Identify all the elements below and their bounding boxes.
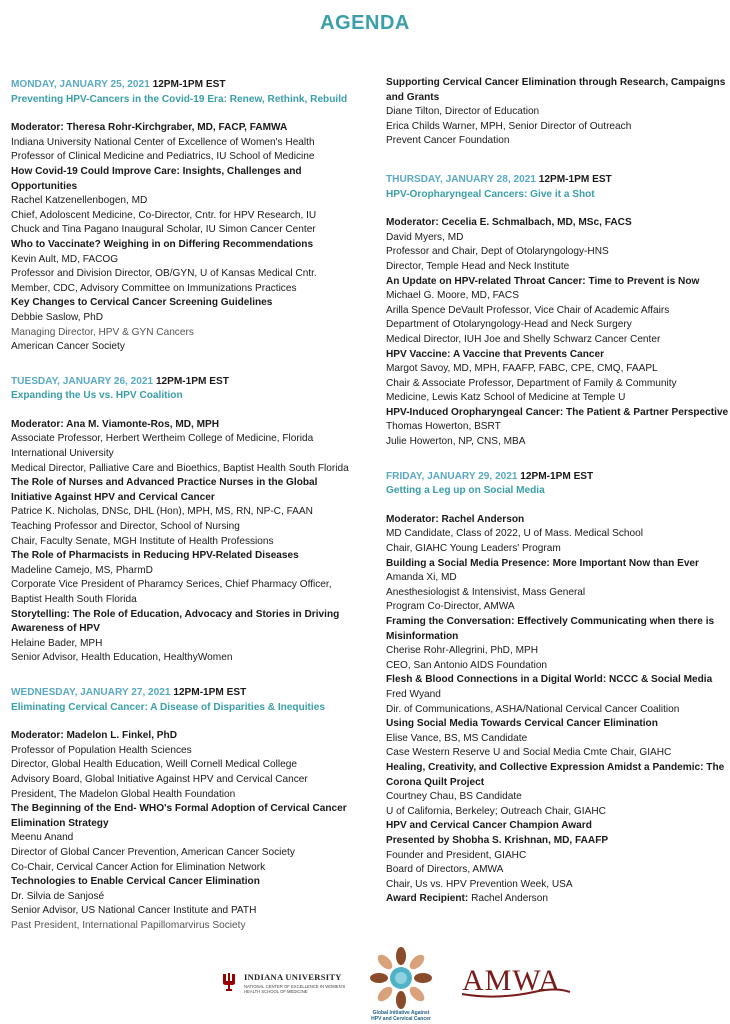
amwa-text: AMWA [462,964,561,997]
day-date: THURSDAY, JANUARY 28, 2021 [386,173,536,185]
amwa-logo [456,962,576,1002]
speaker-line: Chair, Us vs. HPV Prevention Week, USA [386,878,573,890]
day-time: 12PM-1PM EST [173,686,247,698]
speaker-line: Chief, Adoloscent Medicine, Co-Director, Cntr. for HPV Research, IU [11,209,317,221]
session-heading: Flesh & Blood Connections in a Digital World: NCCC & Social Media [386,674,713,686]
speaker-line: Senior Advisor, Health Education, HealthyWomen [11,652,233,664]
session-heading: HPV-Induced Oropharyngeal Cancer: The Patient & Partner Perspective [386,406,729,418]
speaker-line: Dir. of Communications, ASHA/National Cervical Cancer Coalition [386,703,680,715]
speaker-line: Indiana University National Center of Excellence of Women's Health [11,136,315,148]
speaker-line: Rachel Katzenellenbogen, MD [11,195,148,207]
session-heading: Who to Vaccinate? Weighing in on Differing Recommendations [11,238,314,250]
session-heading: Technologies to Enable Cervical Cancer Elimination [11,876,260,888]
speaker-line: Case Western Reserve U and Social Media Cmte Chair, GIAHC [386,747,672,759]
speaker-line: Courtney Chau, BS Candidate [386,791,522,803]
trident-icon [222,972,236,992]
session-heading: Moderator: Theresa Rohr-Kirchgraber, MD, FACP, FAMWA [11,122,288,134]
day-time: 12PM-1PM EST [538,173,612,185]
speaker-line: Patrice K. Nicholas, DNSc, DHL (Hon), MPH, MS, RN, NP-C, FAAN [11,506,313,518]
indiana-university-logo [222,970,352,1010]
speaker-line: Arilla Spence DeVault Professor, Vice Chair of Academic Affairs [386,304,670,316]
session-heading: Presented by Shobha S. Krishnan, MD, FAAFP [386,834,609,846]
speaker-line: Senior Advisor, US National Cancer Institute and PATH [11,905,257,917]
agenda-day [386,173,730,450]
session-heading: How Covid-19 Could Improve Care: Insights, Challenges and Opportunities [11,165,302,192]
speaker-line: Member, CDC, Advisory Committee on Immunizations Practices [11,282,297,294]
session-heading: Moderator: Cecelia E. Schmalbach, MD, MSc, FACS [386,217,632,229]
session-heading: Using Social Media Towards Cervical Cancer Elimination [386,718,658,730]
day-date: MONDAY, JANUARY 25, 2021 [11,79,150,90]
continued-session [386,76,730,149]
session-heading: Moderator: Rachel Anderson [386,513,525,525]
agenda-day [386,470,730,907]
giahc-text: Global Initiative Against HPV and Cervical Cancer [368,1010,434,1024]
speaker-line: Madeline Camejo, MS, PharmD [11,564,153,576]
speaker-line: Erica Childs Warner, MPH, Senior Director of Outreach [386,120,632,132]
speaker-line: Anesthesiologist & Intensivist, Mass General [386,586,586,598]
speaker-line: Past President, International Papillomarvirus Society [11,919,246,931]
day-title: Preventing HPV-Cancers in the Covid-19 Era: Renew, Rethink, Rebuild [11,93,348,105]
giahc-logo [368,946,434,1024]
speaker-line: Program Co-Director, AMWA [386,601,515,613]
left-column [11,78,361,953]
speaker-line: Diane Tilton, Director of Education [386,106,540,118]
speaker-line: Managing Director, HPV & GYN Cancers [11,326,194,338]
speaker-line: Professor and Division Director, OB/GYN, U of Kansas Medical Cntr. [11,268,317,280]
speaker-line: MD Candidate, Class of 2022, U of Mass. Medical School [386,528,643,540]
speaker-line: U of California, Berkeley; Outreach Chair, GIAHC [386,805,606,817]
speaker-line: American Cancer Society [11,341,125,353]
session-heading: Building a Social Media Presence: More Important Now than Ever [386,557,699,569]
day-time: 12PM-1PM EST [520,470,594,482]
award-label: Award Recipient: [386,893,469,905]
day-header [386,470,730,485]
speaker-line: Amanda Xi, MD [386,572,457,584]
speaker-line: Julie Howerton, NP, CNS, MBA [386,436,526,448]
session-heading: An Update on HPV-related Throat Cancer: Time to Prevent is Now [386,275,700,287]
day-title: HPV-Oropharyngeal Cancers: Give it a Shot [386,188,595,200]
speaker-line: Associate Professor, Herbert Wertheim College of Medicine, Florida International University [11,433,314,460]
speaker-line: Chair, GIAHC Young Leaders' Program [386,543,561,555]
speaker-line: Thomas Howerton, BSRT [386,421,501,433]
session-heading: HPV Vaccine: A Vaccine that Prevents Cancer [386,348,605,360]
speaker-line: Founder and President, GIAHC [386,849,527,861]
day-date: WEDNESDAY, JANUARY 27, 2021 [11,686,171,698]
session-heading: HPV and Cervical Cancer Champion Award [386,820,592,832]
session-heading: Moderator: Ana M. Viamonte-Ros, MD, MPH [11,418,220,430]
award-name: Rachel Anderson [471,893,548,905]
agenda-day [11,78,361,355]
speaker-line: Michael G. Moore, MD, FACS [386,290,519,302]
speaker-line: David Myers, MD [386,231,464,243]
speaker-line: Debbie Saslow, PhD [11,311,104,323]
speaker-line: President, The Madelon Global Health Foundation [11,788,236,800]
day-time: 12PM-1PM EST [152,79,226,90]
speaker-line: Board of Directors, AMWA [386,864,504,876]
session-heading: The Role of Nurses and Advanced Practice Nurses in the Global Initiative Against HPV and Cervical Cancer [11,477,318,503]
hands-circle-icon [368,946,434,1010]
speaker-line: Chuck and Tina Pagano Inaugural Scholar, IU Simon Cancer Center [11,224,316,236]
session-heading: Framing the Conversation: Effectively Communicating when there is Misinformation [386,616,715,642]
speaker-line: Medical Director, IUH Joe and Shelly Schwarz Cancer Center [386,333,661,345]
speaker-line: Chair & Associate Professor, Department of Family & Community [386,377,677,389]
day-header [11,78,361,93]
award-recipient [386,892,730,907]
speaker-line: Director of Global Cancer Prevention, American Cancer Society [11,846,295,858]
speaker-line: Meenu Anand [11,832,74,844]
day-header [386,173,730,188]
speaker-line: Corporate Vice President of Pharamcy Serices, Chief Pharmacy Officer, Baptist Health South Florida [11,579,332,605]
speaker-line: Professor of Population Health Sciences [11,744,192,756]
session-heading: Moderator: Madelon L. Finkel, PhD [11,730,177,742]
agenda-day [11,375,361,666]
day-header [11,686,361,701]
iu-name: INDIANA UNIVERSITY [244,972,342,982]
speaker-line: CEO, San Antonio AIDS Foundation [386,659,548,671]
speaker-line: Fred Wyand [386,688,441,700]
speaker-line: Prevent Cancer Foundation [386,135,510,147]
speaker-line: Director, Temple Head and Neck Institute [386,260,570,272]
speaker-line: Kevin Ault, MD, FACOG [11,253,119,265]
day-time: 12PM-1PM EST [155,375,229,387]
speaker-line: Medicine, Lewis Katz School of Medicine at Temple U [386,392,626,404]
speaker-line: Cherise Rohr-Allegrini, PhD, MPH [386,645,539,657]
speaker-line: Co-Chair, Cervical Cancer Action for Elimination Network [11,861,266,873]
speaker-line: Teaching Professor and Director, School of Nursing [11,521,240,533]
day-header [11,375,361,390]
session-heading: The Role of Pharmacists in Reducing HPV-Related Diseases [11,550,299,562]
session-heading: Healing, Creativity, and Collective Expression Amidst a Pandemic: The Corona Quilt Project [386,761,725,788]
day-date: FRIDAY, JANUARY 29, 2021 [386,470,518,482]
footer-logos [0,940,730,1024]
day-title: Eliminating Cervical Cancer: A Disease of Disparities & Inequities [11,701,325,713]
speaker-line: Professor of Clinical Medicine and Pediatrics, IU School of Medicine [11,151,315,163]
speaker-line: Chair, Faculty Senate, MGH Institute of Health Professions [11,535,274,547]
day-title: Expanding the Us vs. HPV Coalition [11,390,183,402]
session-heading: Storytelling: The Role of Education, Advocacy and Stories in Driving Awareness of HPV [11,608,340,635]
day-date: TUESDAY, JANUARY 26, 2021 [11,375,154,387]
iu-subtitle: NATIONAL CENTER OF EXCELLENCE IN WOMEN'S HEALTH SCHOOL OF MEDICINE [244,984,346,994]
speaker-line: Helaine Bader, MPH [11,637,103,649]
page-title: AGENDA [320,12,410,34]
speaker-line: Medical Director, Palliative Care and Bioethics, Baptist Health South Florida [11,462,349,474]
speaker-line: Margot Savoy, MD, MPH, FAAFP, FABC, CPE, CMQ, FAAPL [386,363,658,375]
speaker-line: Advisory Board, Global Initiative Against HPV and Cervical Cancer [11,773,308,785]
speaker-line: Department of Otolaryngology-Head and Neck Surgery [386,319,632,331]
session-heading: The Beginning of the End- WHO's Formal Adoption of Cervical Cancer Elimination Strategy [11,803,347,829]
session-heading: Key Changes to Cervical Cancer Screening Guidelines [11,297,273,309]
speaker-line: Director, Global Health Education, Weill Cornell Medical College [11,759,297,771]
speaker-line: Professor and Chair, Dept of Otolaryngology-HNS [386,246,609,258]
right-column [386,76,730,927]
speaker-line: Dr. Silvia de Sanjosé [11,890,105,902]
session-heading: Supporting Cervical Cancer Elimination through Research, Campaigns and Grants [386,77,726,103]
day-title: Getting a Leg up on Social Media [386,485,545,497]
agenda-day [11,686,361,934]
speaker-line: Elise Vance, BS, MS Candidate [386,732,528,744]
